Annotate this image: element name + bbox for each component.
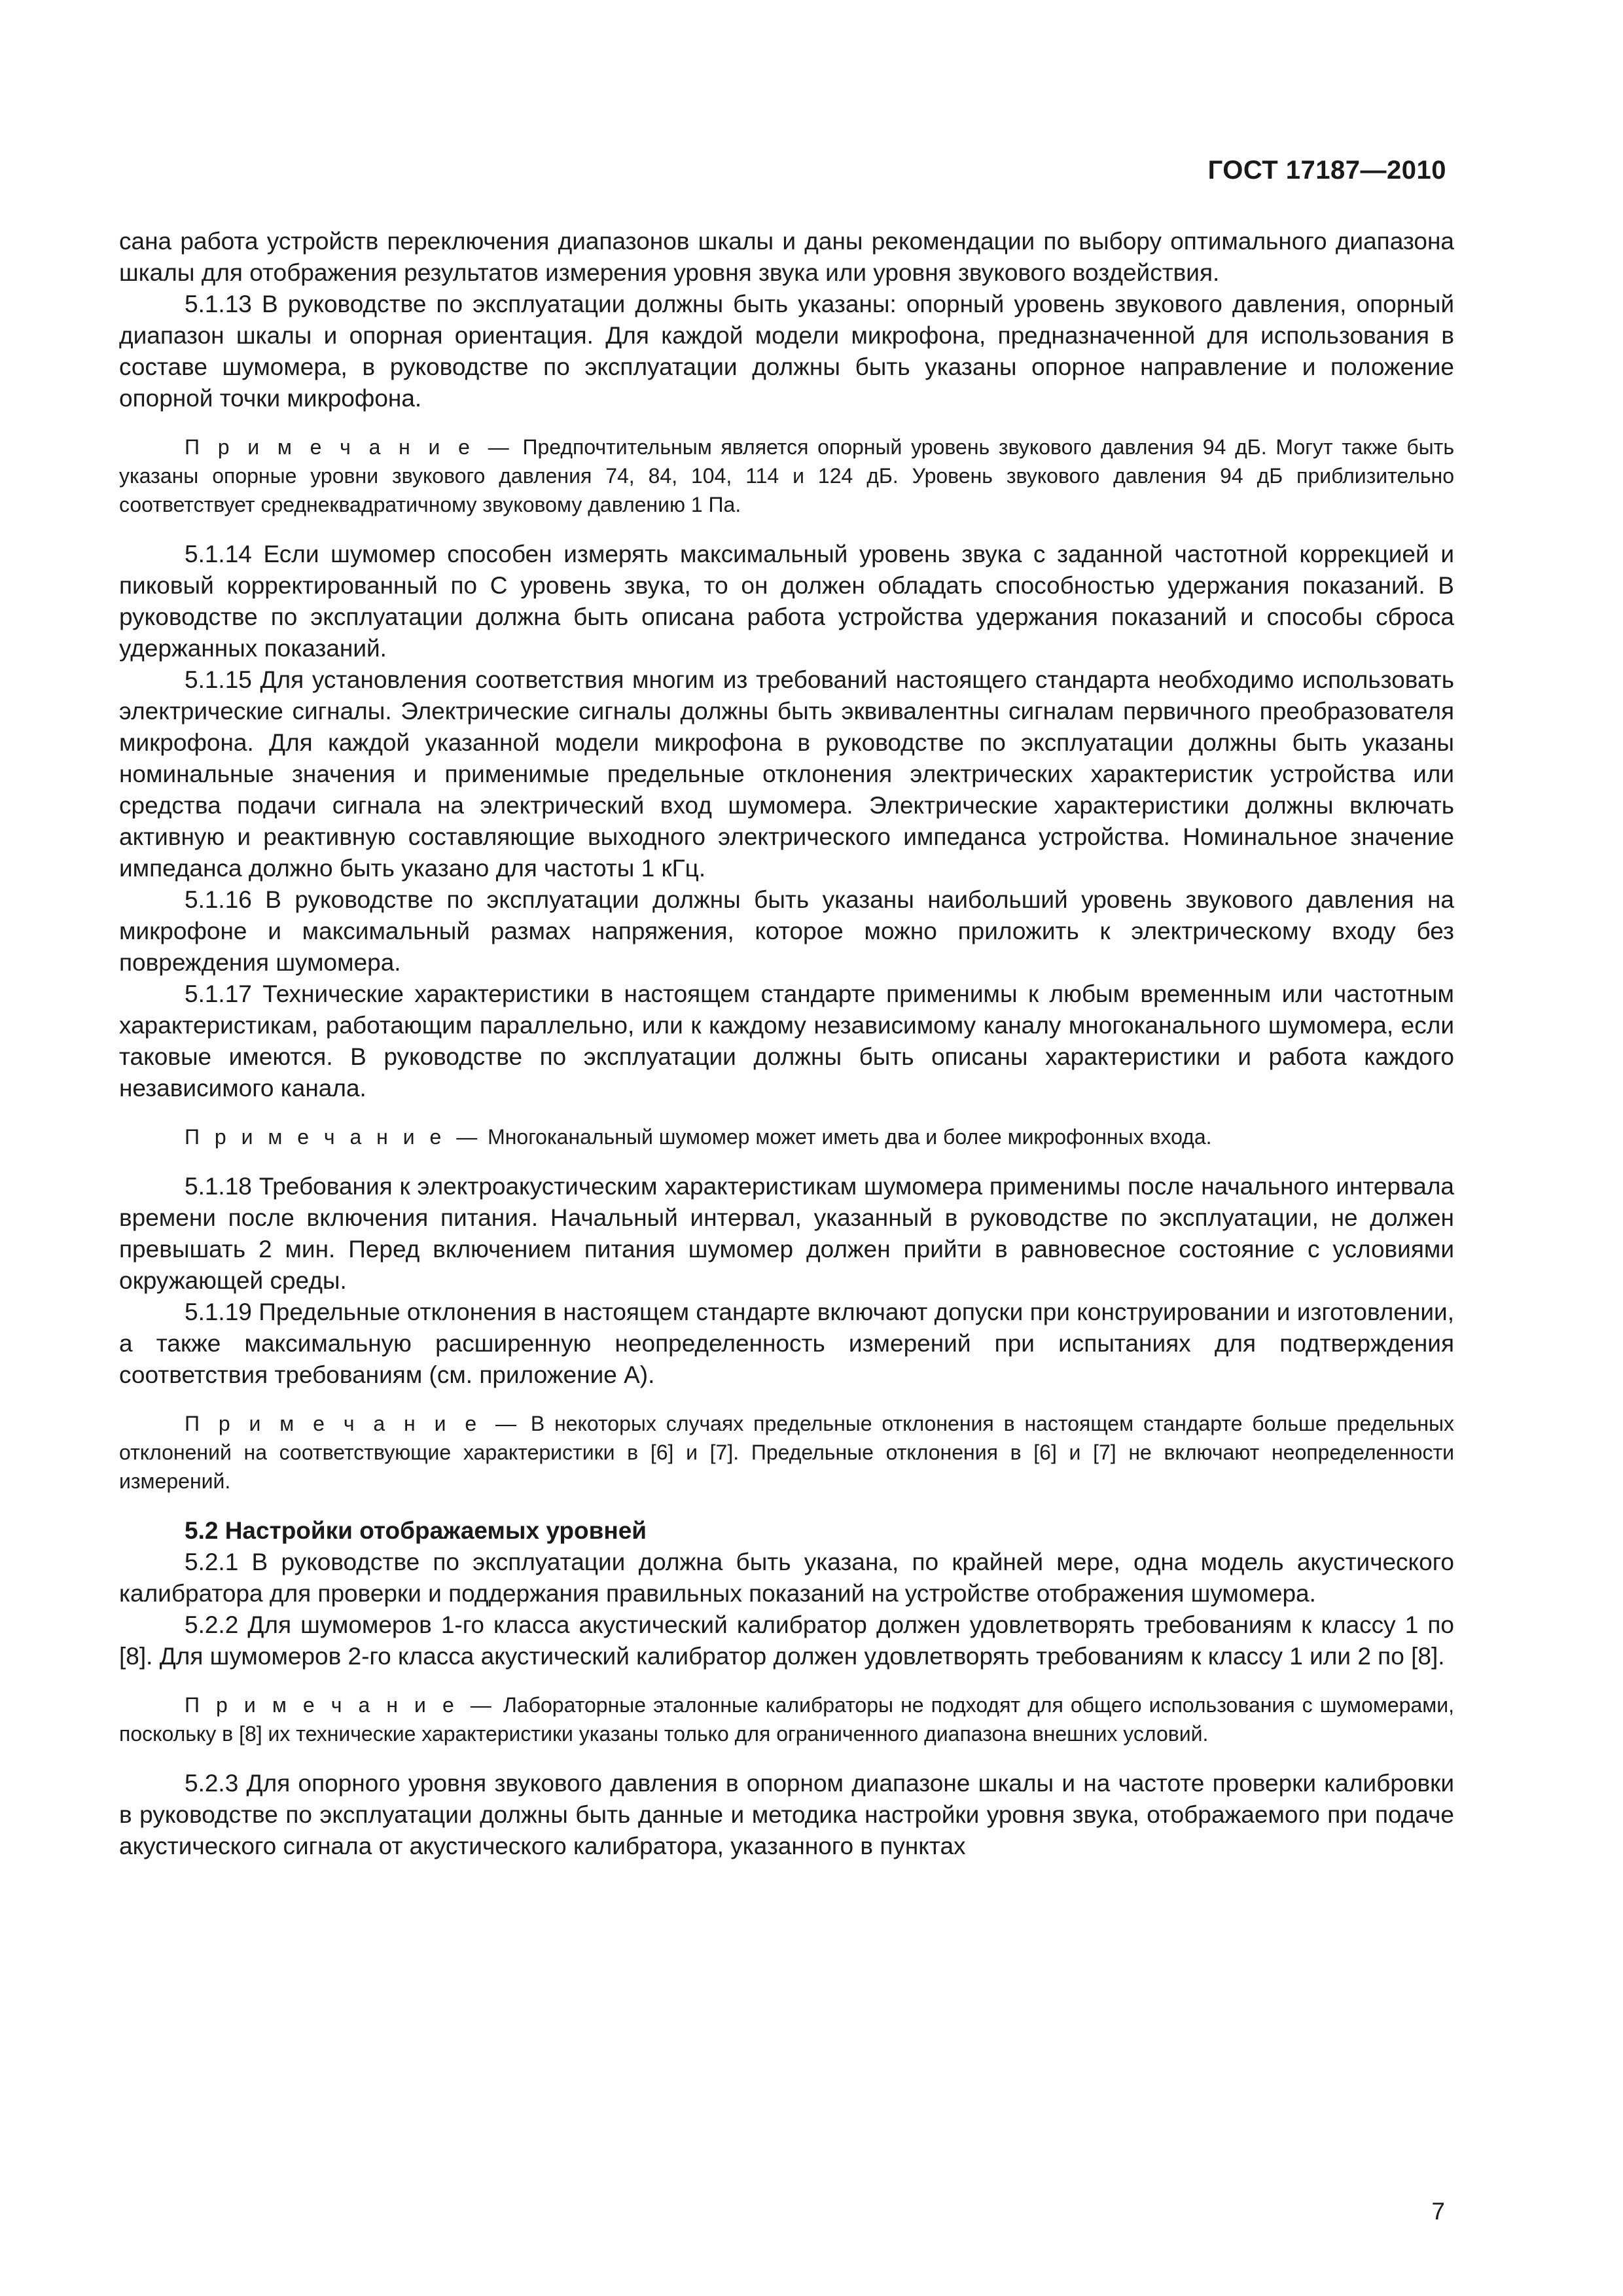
note-text: Многоканальный шумомер может иметь два и более микрофонных входа. — [482, 1125, 1212, 1149]
clause-5-2-1: 5.2.1 В руководстве по эксплуатации должна быть указана, по крайней мере, одна модель акустического калибратора для проверки и поддержания правильных показаний на устройстве отображения шумомера. — [119, 1549, 1454, 1607]
note-label: П р и м е ч а н и е — — [185, 1125, 482, 1149]
note-text: Лабораторные эталонные калибраторы не подходят для общего использования с шумомерами, поскольку в [8] их технические характеристики указаны только для ограниченного диапазона внешних условий. — [119, 1693, 1454, 1746]
note-3 — [119, 1409, 1454, 1496]
clause-5-1-17: 5.1.17 Технические характеристики в настоящем стандарте применимы к любым временным или частотным характеристикам, работающим параллельно, или к каждому независимому каналу многоканального шумомера, если таковые имеются. В руководстве по эксплуатации должны быть описаны характеристики и работа каждого независимого канала. — [119, 980, 1454, 1102]
clause-5-2-2: 5.2.2 Для шумомеров 1-го класса акустический калибратор должен удовлетворять требованиям к классу 1 по [8]. Для шумомеров 2-го класса акустический калибратор должен удовлетворять требованиям к классу 1 или 2 по [8]. — [119, 1611, 1454, 1670]
note-label: П р и м е ч а н и е — — [185, 1693, 496, 1717]
page-number: 7 — [1431, 2198, 1445, 2225]
clause-5-1-13: 5.1.13 В руководстве по эксплуатации должны быть указаны: опорный уровень звукового давления, опорный диапазон шкалы и опорная ориентация. Для каждой модели микрофона, предназначенной для использования в составе шумомера, в руководстве по эксплуатации должны быть указаны опорное направление и положение опорной точки микрофона. — [119, 291, 1454, 412]
note-label: П р и м е ч а н и е — — [185, 435, 514, 459]
section-heading-5-2: 5.2 Настройки отображаемых уровней — [185, 1517, 647, 1544]
clause-5-1-19: 5.1.19 Предельные отклонения в настоящем стандарте включают допуски при конструировании и изготовлении, а также максимальную расширенную неопределенность измерений при испытаниях для подтверждения соответствия требованиям (см. приложение А). — [119, 1299, 1454, 1388]
clause-5-1-15: 5.1.15 Для установления соответствия многим из требований настоящего стандарта необходимо использовать электрические сигналы. Электрические сигналы должны быть эквивалентны сигналам первичного преобразователя микрофона. Для каждой указанной модели микрофона в руководстве по эксплуатации должны быть указаны номинальные значения и применимые предельные отклонения электрических характеристик устройства или средства подачи сигнала на электрический вход шумомера. Электрические характеристики должны включать активную и реактивную составляющие выходного электрического импеданса устройства. Номинальное значение импеданса должно быть указано для частоты 1 кГц. — [119, 666, 1454, 882]
note-text: В некоторых случаях предельные отклонения в настоящем стандарте больше предельных отклонений на соответствующие характеристики в [6] и [7]. Предельные отклонения в [6] и [7] не включают неопределенности измерений. — [119, 1412, 1455, 1493]
clause-5-1-14: 5.1.14 Если шумомер способен измерять максимальный уровень звука с заданной частотной коррекцией и пиковый корректированный по C уровень звука, то он должен обладать способностью удержания показаний. В руководстве по эксплуатации должна быть описана работа устройства удержания показаний и способы сброса удержанных показаний. — [119, 541, 1454, 662]
note-1 — [119, 433, 1454, 519]
document-header: ГОСТ 17187—2010 — [1207, 156, 1446, 185]
note-4 — [119, 1691, 1454, 1748]
clause-5-1-16: 5.1.16 В руководстве по эксплуатации должны быть указаны наибольший уровень звукового давления на микрофоне и максимальный размах напряжения, которое можно приложить к электрическому входу без повреждения шумомера. — [119, 886, 1454, 976]
note-2 — [119, 1122, 1454, 1151]
note-label: П р и м е ч а н и е — — [185, 1412, 521, 1435]
note-text: Предпочтительным является опорный уровень звукового давления 94 дБ. Могут также быть указаны опорные уровни звукового давления 74, 84, 104, 114 и 124 дБ. Уровень звукового давления 94 дБ приблизительно соответствует среднеквадратичному звуковому давлению 1 Па. — [119, 435, 1455, 516]
paragraph-continuation: сана работа устройств переключения диапазонов шкалы и даны рекомендации по выбору оптимального диапазона шкалы для отображения результатов измерения уровня звука или уровня звукового воздействия. — [119, 228, 1454, 286]
clause-5-2-3: 5.2.3 Для опорного уровня звукового давления в опорном диапазоне шкалы и на частоте проверки калибровки в руководстве по эксплуатации должны быть данные и методика настройки уровня звука, отображаемого при подаче акустического сигнала от акустического калибратора, указанного в пунктах — [119, 1770, 1454, 1859]
document-body — [119, 226, 1454, 1862]
clause-5-1-18: 5.1.18 Требования к электроакустическим характеристикам шумомера применимы после начального интервала времени после включения питания. Начальный интервал, указанный в руководстве по эксплуатации, не должен превышать 2 мин. Перед включением питания шумомер должен прийти в равновесное состояние с условиями окружающей среды. — [119, 1173, 1454, 1294]
